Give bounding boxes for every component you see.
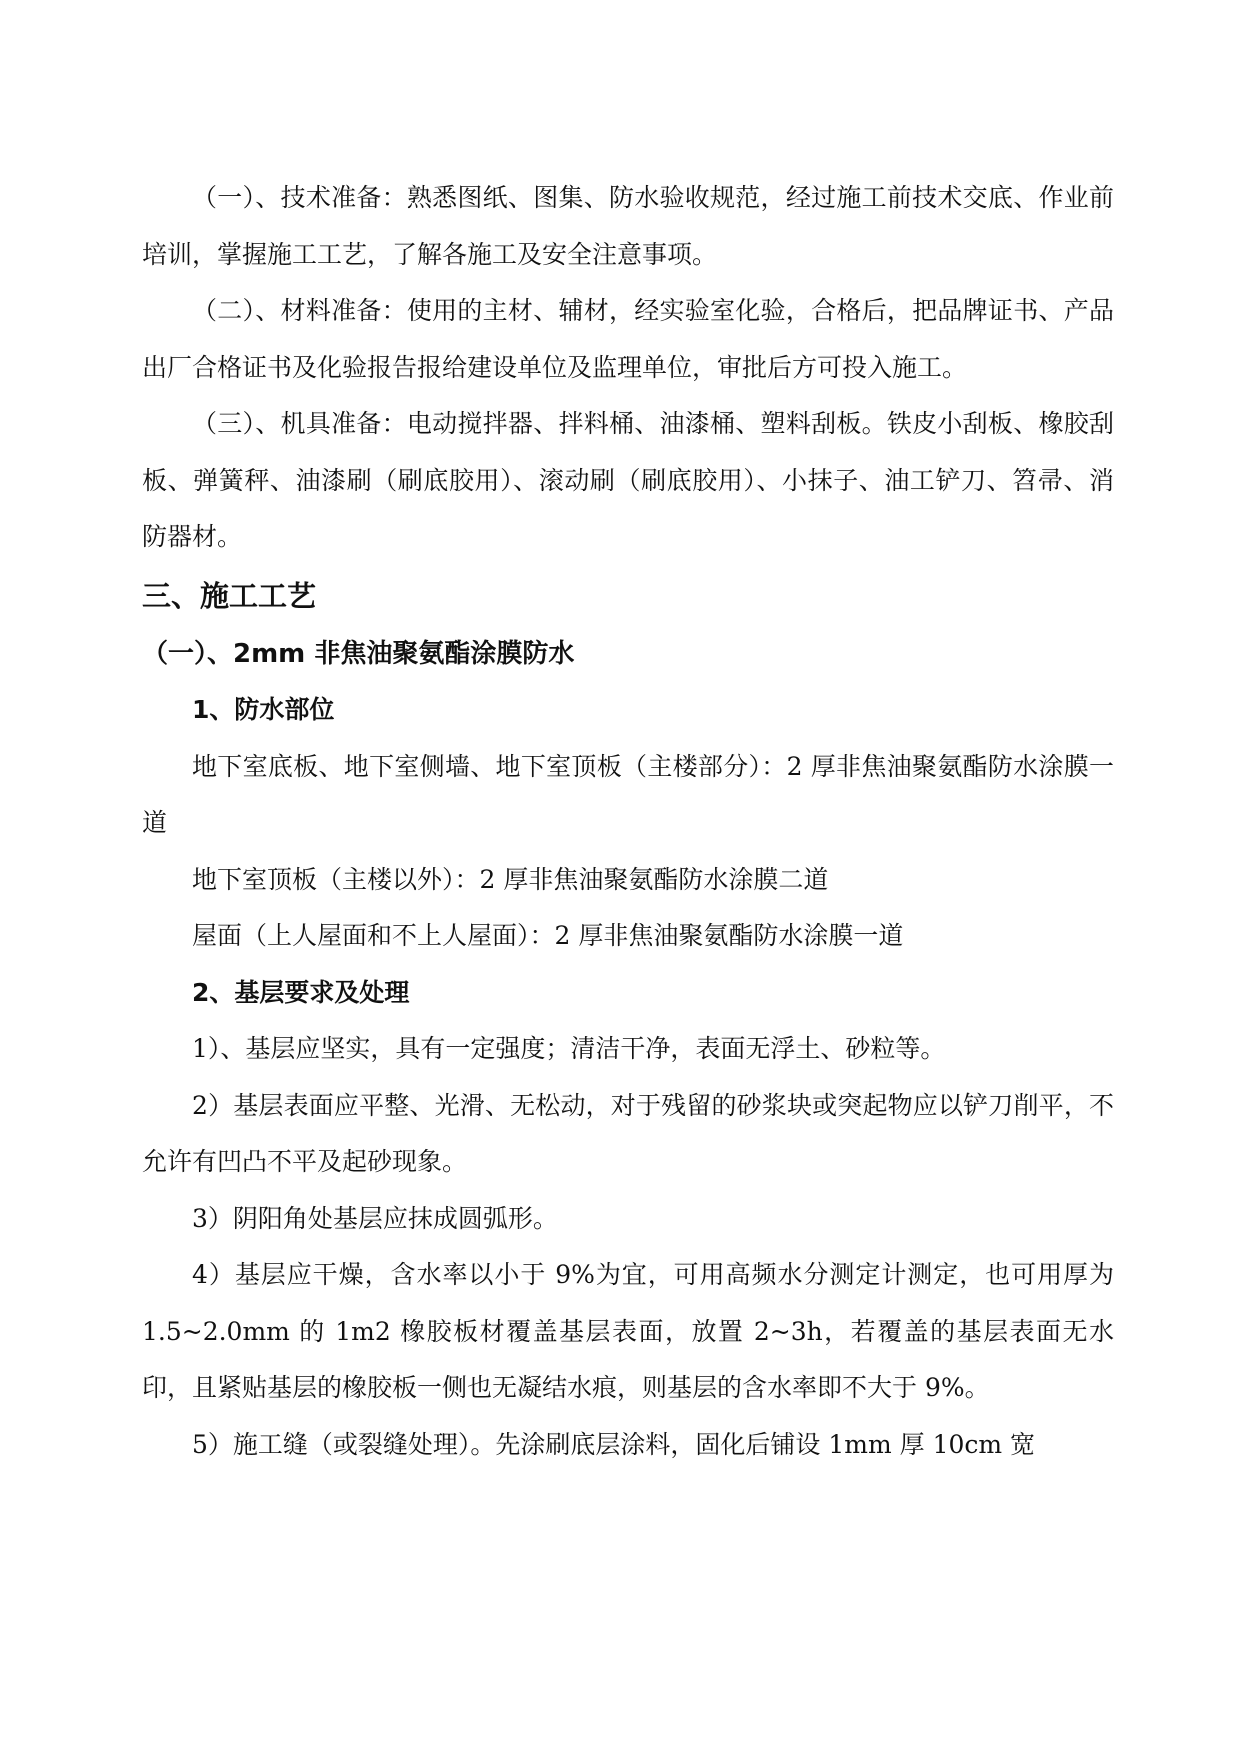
document-page xyxy=(142,170,1114,1473)
paragraph-location-roof-slab: 地下室顶板（主楼以外）：2 厚非焦油聚氨酯防水涂膜二道 xyxy=(192,864,829,894)
paragraph-base-req-2: 2）基层表面应平整、光滑、无松动，对于残留的砂浆块或突起物应以铲刀削平，不允许有凹凸不平及起砂现象。 xyxy=(142,1090,1114,1176)
section-heading-construction-process: 三、施工工艺 xyxy=(142,578,317,613)
paragraph-base-req-1: 1）、基层应坚实，具有一定强度；清洁干净，表面无浮土、砂粒等。 xyxy=(192,1034,946,1063)
paragraph-material-prep: （二）、材料准备：使用的主材、辅材，经实验室化验，合格后，把品牌证书、产品出厂合格证书及化验报告报给建设单位及监理单位，审批后方可投入施工。 xyxy=(142,296,1114,382)
paragraph-location-basement: 地下室底板、地下室侧墙、地下室顶板（主楼部分）：2 厚非焦油聚氨酯防水涂膜一道 xyxy=(142,751,1114,837)
paragraph-base-req-4: 4）基层应干燥，含水率以小于 9%为宜，可用高频水分测定计测定，也可用厚为 1.5~2.0mm 的 1m2 橡胶板材覆盖基层表面，放置 2~3h，若覆盖的基层表面无水印，且紧贴基层的橡胶板一侧也无凝结水痕，则基层的含水率即不大于 9%。 xyxy=(142,1260,1114,1402)
heading-base-requirements: 2、基层要求及处理 xyxy=(192,977,410,1007)
paragraph-base-req-5: 5）施工缝（或裂缝处理）。先涂刷底层涂料，固化后铺设 1mm 厚 10cm 宽 xyxy=(192,1429,1036,1459)
paragraph-location-roof: 屋面（上人屋面和不上人屋面）：2 厚非焦油聚氨酯防水涂膜一道 xyxy=(192,921,904,950)
paragraph-tool-prep: （三）、机具准备：电动搅拌器、拌料桶、油漆桶、塑料刮板。铁皮小刮板、橡胶刮板、弹簧秤、油漆刷（刷底胶用）、滚动刷（刷底胶用）、小抹子、油工铲刀、笤帚、消防器材。 xyxy=(142,409,1114,551)
paragraph-base-req-3: 3）阴阳角处基层应抹成圆弧形。 xyxy=(192,1203,558,1233)
subsection-heading-polyurethane-coating: （一）、2mm 非焦油聚氨酯涂膜防水 xyxy=(142,638,575,669)
heading-waterproof-locations: 1、防水部位 xyxy=(192,695,335,724)
paragraph-tech-prep: （一）、技术准备：熟悉图纸、图集、防水验收规范，经过施工前技术交底、作业前培训，掌握施工工艺，了解各施工及安全注意事项。 xyxy=(142,183,1114,269)
